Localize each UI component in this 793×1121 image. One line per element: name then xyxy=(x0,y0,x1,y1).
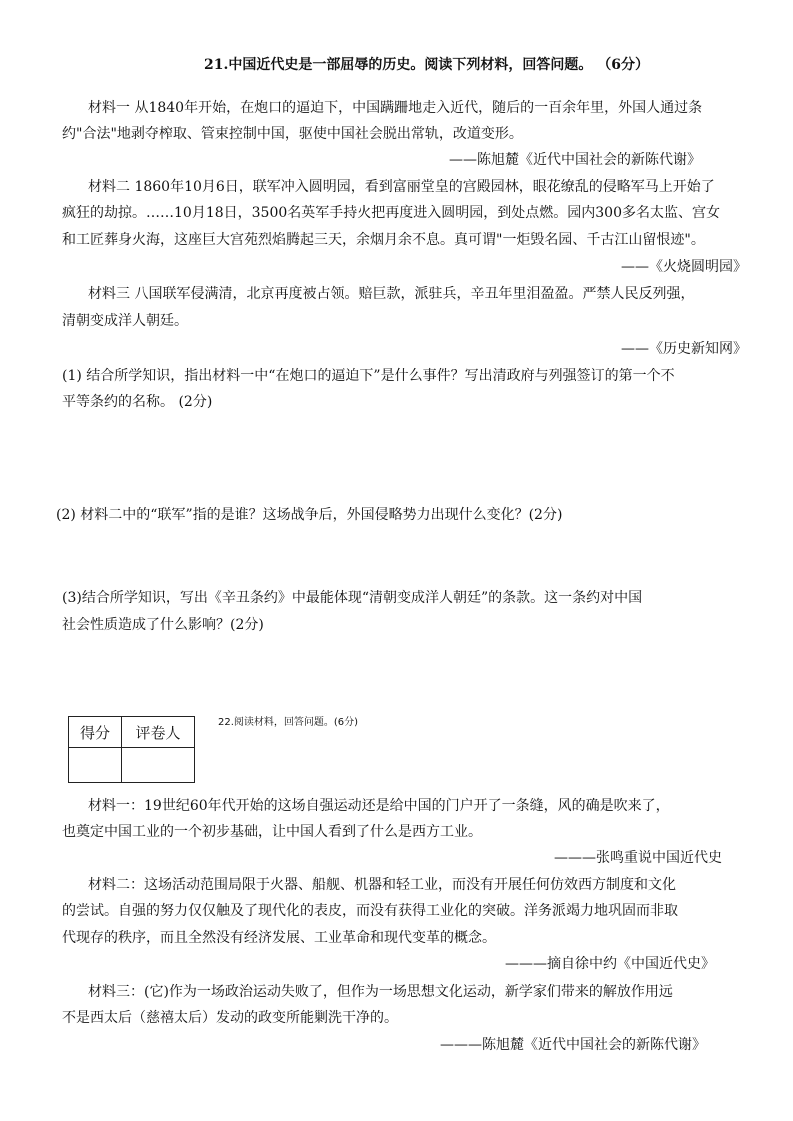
q22-material3-line2: 不是西太后（慈禧太后）发动的政变所能剿洗干净的。 xyxy=(62,1010,398,1026)
q21-question2: (2) 材料二中的“联军”指的是谁？这场战争后，外国侵略势力出现什么变化？(2分) xyxy=(56,507,563,523)
grader-cell[interactable] xyxy=(122,748,195,783)
q22-material3-line1: 材料三：(它)作为一场政治运动失败了，但作为一场思想文化运动，新学家们带来的解放作用远 xyxy=(88,984,673,1000)
q21-material2-source: ——《火烧圆明园》 xyxy=(621,259,747,275)
q21-question1-line1: (1) 结合所学知识，指出材料一中“在炮口的逼迫下”是什么事件？写出清政府与列强签订的第一个不 xyxy=(62,368,675,384)
q21-material2-line3: 和工匠葬身火海，这座巨大宫苑烈焰腾起三天，余烟月余不息。真可谓"一炬毁名园、千古江山留恨迹"。 xyxy=(62,232,705,248)
q22-material2-source: ———摘自徐中约《中国近代史》 xyxy=(505,956,715,972)
q22-material3-source: ———陈旭麓《近代中国社会的新陈代谢》 xyxy=(440,1037,706,1053)
q22-material2-line1: 材料二：这场活动范围局限于火器、船舰、机器和轻工业，而没有开展任何仿效西方制度和文化 xyxy=(88,877,676,893)
q21-material3-line1: 材料三 八国联军侵满清，北京再度被占领。赔巨款，派驻兵，辛丑年里泪盈盈。严禁人民反列强， xyxy=(88,286,695,302)
q22-material2-line3: 代现存的秩序，而且全然没有经济发展、工业革命和现代变革的概念。 xyxy=(62,930,496,946)
q21-material2-line2: 疯狂的劫掠。……10月18日，3500名英军手持火把再度进入圆明园，到处点燃。园内300多名太监、宫女 xyxy=(62,205,720,221)
q21-material2-line1: 材料二 1860年10月6日，联军冲入圆明园，看到富丽堂皇的宫殿园林，眼花缭乱的侵略军马上开始了 xyxy=(88,179,715,195)
q22-material2-line2: 的尝试。自强的努力仅仅触及了现代化的表皮，而没有获得工业化的突破。洋务派竭力地巩固而非取 xyxy=(62,903,678,919)
q21-material1-source: ——陈旭麓《近代中国社会的新陈代谢》 xyxy=(449,152,701,168)
score-label: 得分 xyxy=(69,717,122,748)
q21-material1-line2: 约"合法"地剥夺榨取、管束控制中国，驱使中国社会脱出常轨，改道变形。 xyxy=(62,126,523,142)
q21-title: 21.中国近代史是一部屈辱的历史。阅读下列材料，回答问题。 （6分） xyxy=(204,57,649,73)
q21-material1-line1: 材料一 从1840年开始，在炮口的逼迫下，中国蹒跚地走入近代，随后的一百余年里，外国人通过条 xyxy=(88,100,703,116)
q22-material1-source: ———张鸣重说中国近代史 xyxy=(554,850,722,866)
score-table xyxy=(68,716,195,783)
q22-material1-line2: 也奠定中国工业的一个初步基础，让中国人看到了什么是西方工业。 xyxy=(62,824,482,840)
grader-label: 评卷人 xyxy=(122,717,195,748)
score-cell[interactable] xyxy=(69,748,122,783)
q22-title: 22.阅读材料，回答问题。(6分) xyxy=(218,717,359,728)
q21-question3-line1: (3)结合所学知识，写出《辛丑条约》中最能体现“清朝变成洋人朝廷”的条款。这一条约对中国 xyxy=(62,590,643,606)
q22-material1-line1: 材料一：19世纪60年代开始的这场自强运动还是给中国的门户开了一条缝，风的确是吹来了， xyxy=(88,798,670,814)
q21-material3-source: ——《历史新知网》 xyxy=(621,341,747,357)
q21-material3-line2: 清朝变成洋人朝廷。 xyxy=(62,313,188,329)
q21-question1-line2: 平等条约的名称。 (2分) xyxy=(62,394,213,410)
q21-question3-line2: 社会性质造成了什么影响？(2分) xyxy=(62,617,264,633)
